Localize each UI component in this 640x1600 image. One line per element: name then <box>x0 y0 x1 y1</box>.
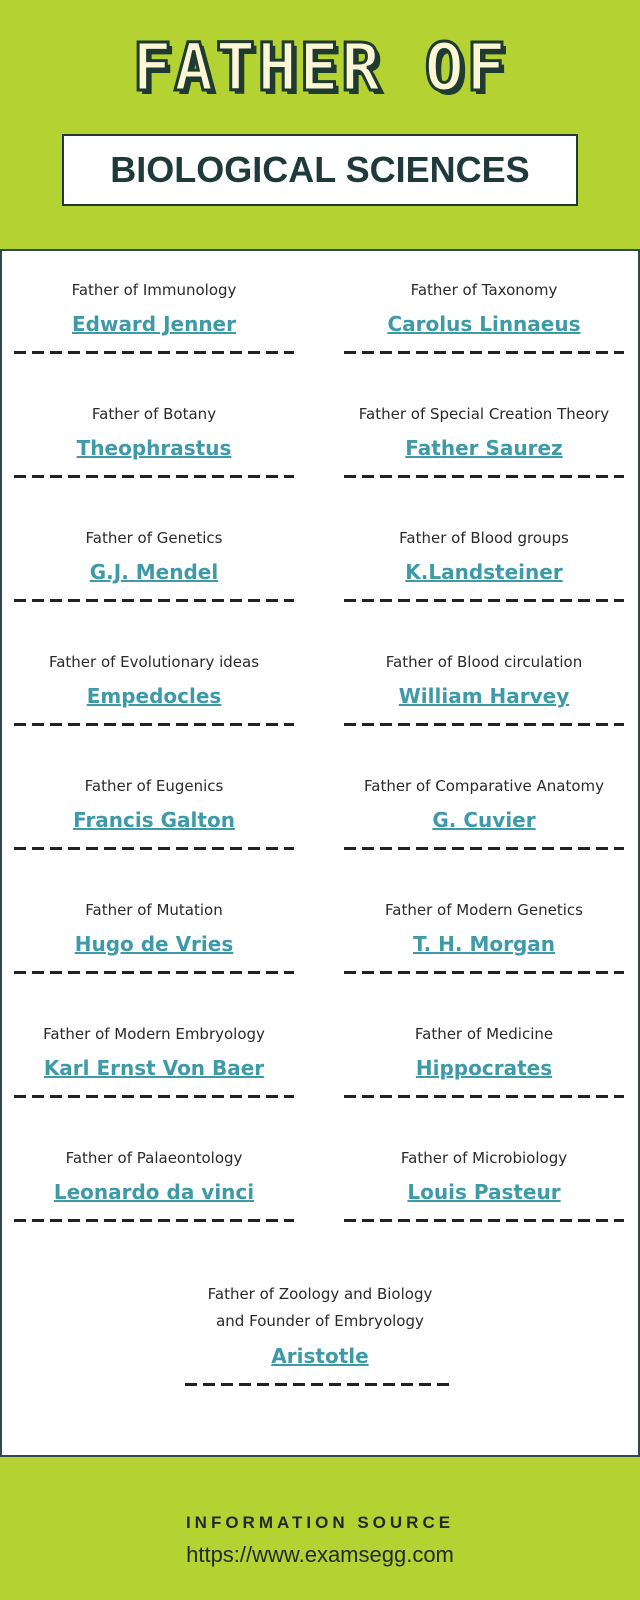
entry-label: Father of Modern Genetics <box>385 901 583 919</box>
entry-label: Father of Comparative Anatomy <box>364 777 604 795</box>
footer-url-link[interactable]: https://www.examsegg.com <box>186 1542 454 1567</box>
entry-name-link[interactable]: Father Saurez <box>405 436 563 460</box>
entry-name-link[interactable]: Karl Ernst Von Baer <box>43 1056 265 1080</box>
entry-name-link[interactable]: K.Landsteiner <box>405 560 563 584</box>
entry-label: Father of Palaeontology <box>65 1149 243 1167</box>
entry-name-link[interactable]: William Harvey <box>398 684 570 708</box>
entry-label: Father of Mutation <box>85 901 223 919</box>
entry-name-link[interactable]: Empedocles <box>86 684 222 708</box>
list-item <box>344 775 624 850</box>
dashed-divider <box>344 723 624 726</box>
entry-name-link[interactable]: Francis Galton <box>73 808 235 832</box>
dashed-divider <box>344 1095 624 1098</box>
page-title: FATHER OF <box>132 29 508 106</box>
dashed-divider <box>14 1219 294 1222</box>
entry-label: Father of Zoology and Biology <box>207 1285 433 1303</box>
entry-name-link[interactable]: Hippocrates <box>415 1056 553 1080</box>
subtitle-box <box>62 134 578 206</box>
dashed-divider <box>14 351 294 354</box>
entry-name-link[interactable]: Theophrastus <box>76 436 232 460</box>
dashed-divider <box>344 599 624 602</box>
dashed-divider <box>14 723 294 726</box>
entry-name-link[interactable]: T. H. Morgan <box>412 932 556 956</box>
list-item <box>14 527 294 602</box>
list-item <box>344 527 624 602</box>
dashed-divider <box>14 475 294 478</box>
dashed-divider <box>14 599 294 602</box>
entry-name-link[interactable]: Carolus Linnaeus <box>387 312 581 336</box>
dashed-divider <box>14 1095 294 1098</box>
dashed-divider <box>14 847 294 850</box>
list-item <box>344 651 624 726</box>
entry-name-link[interactable]: Louis Pasteur <box>407 1180 561 1204</box>
list-item <box>344 279 624 354</box>
dashed-divider <box>185 1383 455 1386</box>
entry-label: Father of Blood circulation <box>385 653 583 671</box>
entry-label: Father of Blood groups <box>399 529 569 547</box>
entry-label: Father of Immunology <box>71 281 237 299</box>
content-panel <box>0 249 640 1457</box>
list-item <box>344 403 624 478</box>
entry-name-link[interactable]: Leonardo da vinci <box>53 1180 255 1204</box>
list-item <box>14 1147 294 1222</box>
entry-name-link[interactable]: Aristotle <box>271 1344 369 1368</box>
list-item <box>14 1023 294 1098</box>
entry-label: Father of Modern Embryology <box>43 1025 265 1043</box>
list-item <box>170 1281 470 1386</box>
dashed-divider <box>344 351 624 354</box>
list-item <box>14 279 294 354</box>
entry-label: Father of Medicine <box>414 1025 554 1043</box>
entry-label: Father of Microbiology <box>400 1149 568 1167</box>
dashed-divider <box>344 1219 624 1222</box>
dashed-divider <box>14 971 294 974</box>
dashed-divider <box>344 475 624 478</box>
dashed-divider <box>344 971 624 974</box>
entry-label: Father of Genetics <box>85 529 223 547</box>
entry-name-link[interactable]: Hugo de Vries <box>74 932 234 956</box>
entry-label: Father of Special Creation Theory <box>358 405 610 423</box>
entry-name-link[interactable]: Edward Jenner <box>71 312 236 336</box>
list-item <box>344 899 624 974</box>
entry-name-link[interactable]: G. Cuvier <box>432 808 536 832</box>
list-item <box>14 899 294 974</box>
list-item <box>14 651 294 726</box>
entry-label: Father of Eugenics <box>84 777 224 795</box>
entry-label: and Founder of Embryology <box>216 1312 424 1330</box>
list-item <box>344 1147 624 1222</box>
entry-label: Father of Taxonomy <box>410 281 558 299</box>
entry-label: Father of Evolutionary ideas <box>48 653 260 671</box>
list-item <box>344 1023 624 1098</box>
list-item <box>14 775 294 850</box>
entry-label: Father of Botany <box>91 405 217 423</box>
dashed-divider <box>344 847 624 850</box>
entry-name-link[interactable]: G.J. Mendel <box>89 560 219 584</box>
list-item <box>14 403 294 478</box>
footer-heading: INFORMATION SOURCE <box>185 1513 455 1532</box>
subtitle: BIOLOGICAL SCIENCES <box>110 149 530 190</box>
